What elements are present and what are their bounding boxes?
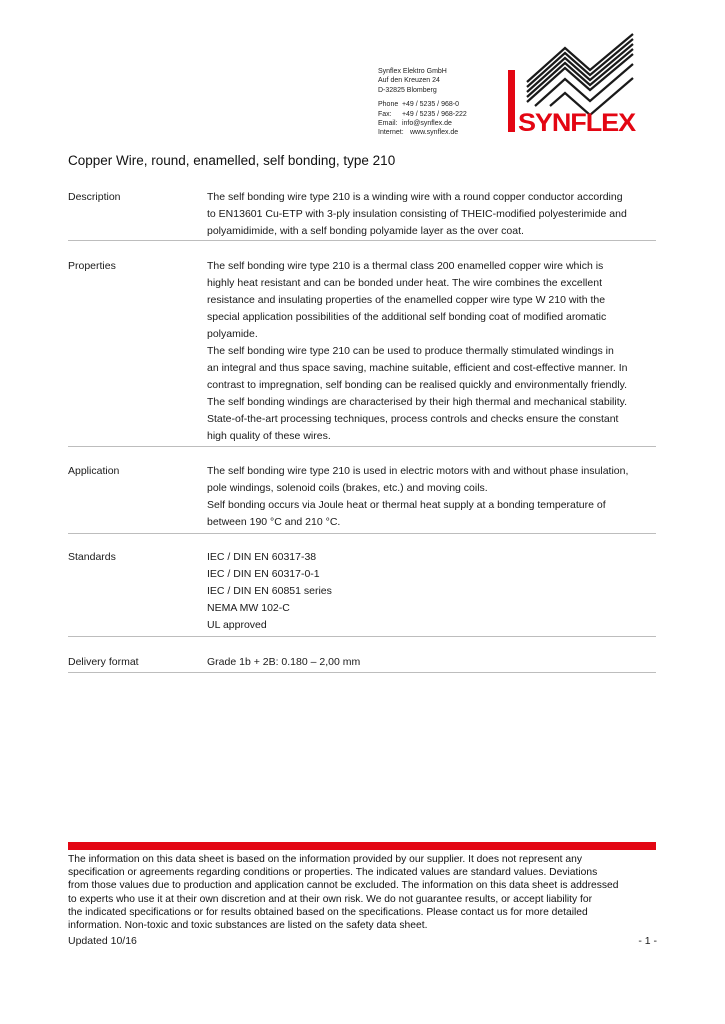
disclaimer-line: to experts who use it at their own discretion and at their own risk. We do not guarantee results, or accept liability for bbox=[68, 893, 593, 905]
section-standards bbox=[68, 549, 656, 637]
disclaimer-line: The information on this data sheet is based on the information provided by our supplier. It does not represent any bbox=[68, 854, 583, 865]
text-line: State-of-the-art processing techniques, process controls and checks ensure the constant bbox=[207, 413, 619, 425]
email-value[interactable]: info@synflex.de bbox=[401, 120, 452, 128]
company-internet bbox=[378, 128, 467, 137]
page-number: - 1 - bbox=[638, 935, 657, 947]
list-item: IEC / DIN EN 60851 series bbox=[207, 585, 332, 597]
page-title: Copper Wire, round, enamelled, self bonding, type 210 bbox=[68, 153, 396, 168]
text-line: The self bonding windings are characterised by their high thermal and mechanical stability. bbox=[207, 396, 628, 408]
section-application bbox=[68, 463, 656, 534]
phone-label: Phone bbox=[378, 101, 399, 109]
text-line: The self bonding wire type 210 is a winding wire with a round copper conductor according bbox=[207, 191, 623, 203]
delivery-label: Delivery format bbox=[68, 656, 139, 668]
fax-value: +49 / 5235 / 968-222 bbox=[401, 110, 467, 118]
email-label: Email: bbox=[378, 120, 398, 128]
text-line: an integral and thus space saving, machine suitable, efficient and cost-effective manner. In bbox=[207, 362, 628, 374]
application-label: Application bbox=[68, 465, 120, 477]
disclaimer-text bbox=[68, 853, 660, 932]
text-line: contrast to impregnation, self bonding can be realised quickly and environmentally friendly. bbox=[207, 379, 628, 391]
disclaimer-line: information. Non-toxic and toxic substances are listed on the safety data sheet. bbox=[68, 920, 428, 932]
text-line: to EN13601 Cu-ETP with 3-ply insulation consisting of THEIC-modified polyesterimide and bbox=[207, 208, 627, 220]
text-line: special application possibilities of the additional self bonding coat of modified aromatic bbox=[207, 311, 607, 323]
internet-label: Internet: bbox=[378, 129, 404, 137]
application-text bbox=[207, 463, 657, 531]
disclaimer-line: the indicated specifications or for results obtained based on the specifications. Please contact us for more detailed bbox=[68, 906, 588, 918]
text-line: polyamidimide, with a self bonding polyamide layer as the over coat. bbox=[207, 225, 524, 237]
description-label: Description bbox=[68, 191, 121, 203]
text-line: between 190 °C and 210 °C. bbox=[207, 516, 341, 528]
company-name: Synflex Elektro GmbH bbox=[378, 68, 447, 75]
text-line: Self bonding occurs via Joule heat or thermal heat supply at a bonding temperature of bbox=[207, 499, 606, 511]
company-fax bbox=[378, 110, 467, 119]
company-email bbox=[378, 119, 467, 128]
company-phone bbox=[378, 100, 467, 109]
section-delivery bbox=[68, 654, 656, 673]
text-line: resistance and insulating properties of the enamelled copper wire type W 210 with the bbox=[207, 294, 606, 306]
text-line: high quality of these wires. bbox=[207, 430, 331, 442]
company-address bbox=[378, 67, 467, 138]
phone-value: +49 / 5235 / 968-0 bbox=[401, 101, 459, 109]
synflex-logo bbox=[505, 26, 637, 134]
disclaimer-line: specification or agreements regarding conditions or properties. The indicated values are standard values. Deviations bbox=[68, 867, 598, 879]
footer-accent-bar bbox=[68, 842, 656, 850]
text-line: polyamide. bbox=[207, 328, 258, 340]
fax-label: Fax: bbox=[378, 110, 392, 118]
text-line: Grade 1b + 2B: 0.180 – 2,00 mm bbox=[207, 656, 361, 668]
text-line: The self bonding wire type 210 is a thermal class 200 enamelled copper wire which is bbox=[207, 260, 604, 272]
disclaimer-line: from those values due to production and application cannot be excluded. The information on this data sheet is addressed bbox=[68, 880, 619, 892]
company-street: Auf den Kreuzen 24 bbox=[378, 77, 440, 85]
standards-list bbox=[207, 549, 657, 634]
text-line: The self bonding wire type 210 can be used to produce thermally stimulated windings in bbox=[207, 345, 614, 357]
updated-date: Updated 10/16 bbox=[68, 935, 137, 947]
wire-logo-icon bbox=[527, 34, 633, 115]
text-line: highly heat resistant and can be bonded under heat. The wire combines the excellent bbox=[207, 277, 602, 289]
company-city: D-32825 Blomberg bbox=[378, 86, 437, 94]
section-properties bbox=[68, 258, 656, 447]
internet-value[interactable]: www.synflex.de bbox=[409, 129, 459, 137]
text-line: pole windings, solenoid coils (brakes, etc.) and moving coils. bbox=[207, 482, 488, 494]
list-item: UL approved bbox=[207, 619, 267, 631]
properties-text bbox=[207, 258, 657, 445]
section-description bbox=[68, 189, 656, 241]
delivery-text bbox=[207, 654, 657, 671]
text-line: The self bonding wire type 210 is used in electric motors with and without phase insulation, bbox=[207, 465, 629, 477]
list-item: IEC / DIN EN 60317-0-1 bbox=[207, 568, 320, 580]
description-text bbox=[207, 189, 657, 240]
list-item: NEMA MW 102-C bbox=[207, 602, 290, 614]
standards-label: Standards bbox=[68, 551, 116, 563]
list-item: IEC / DIN EN 60317-38 bbox=[207, 551, 317, 563]
logo-text: SYNFLEX bbox=[518, 109, 637, 134]
properties-label: Properties bbox=[68, 260, 116, 272]
